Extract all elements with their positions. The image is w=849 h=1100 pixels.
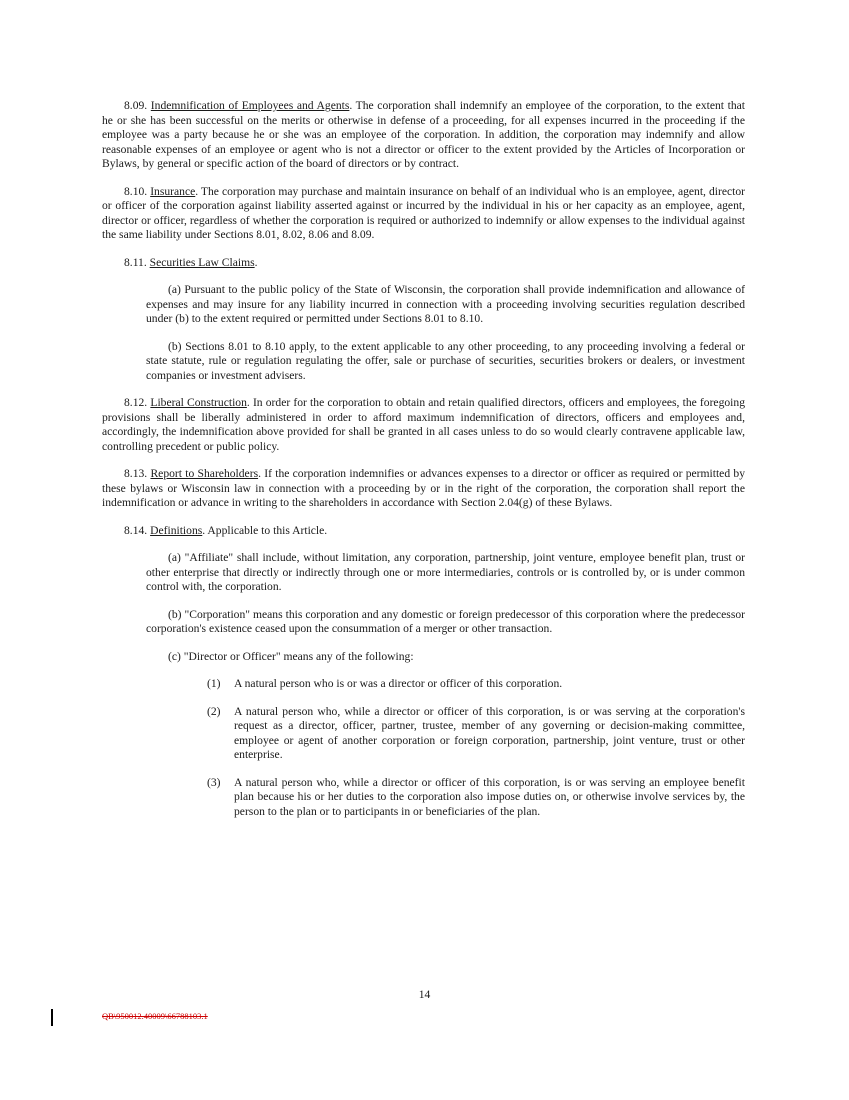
- section-number: 8.13.: [124, 467, 151, 480]
- section-number: 8.10.: [124, 184, 151, 198]
- section-8-14: [102, 524, 745, 539]
- section-heading: Securities Law Claims: [149, 255, 255, 269]
- section-text: . The corporation shall indemnify an employee of the corporation, to the extent that he or she has been successful on the merits or otherwise in defense of a proceeding, for all expenses incurred in the proceeding if the employee was a party because he or she was an employee of the corporation. In addition, the corporation may indemnify and allow reasonable expenses of an employee or agent who is not a director or officer to the extent provided by the Articles of Incorporation or Bylaws, by general or specific action of the board of directors or by contract.: [102, 99, 745, 170]
- document-body: [102, 99, 745, 832]
- list-item-text: A natural person who is or was a director or officer of this corporation.: [234, 677, 563, 690]
- section-heading: Indemnification of Employees and Agents: [150, 99, 350, 112]
- section-8-11: [102, 256, 745, 271]
- list-item: [207, 776, 745, 820]
- list-item-number: (3): [207, 775, 221, 789]
- list-item-number: (2): [207, 704, 221, 718]
- list-item-text: A natural person who, while a director or officer of this corporation, is or was serving an employee benefit plan because his or her duties to the corporation also impose duties on, or otherwise involve services by, the person to the plan or to participants in or beneficiaries of the plan.: [234, 775, 745, 818]
- section-8-09: [102, 99, 745, 172]
- section-8-12: [102, 396, 745, 454]
- section-8-11-b: (b) Sections 8.01 to 8.10 apply, to the extent applicable to any other proceeding, to any proceeding involving a federal or state statute, rule or regulation regulating the offer, sale or purchase of securities, securities brokers or dealers, or investment companies or investment advisers.: [146, 339, 745, 382]
- list-item: [207, 705, 745, 763]
- section-heading: Definitions: [150, 523, 203, 537]
- list-item: [207, 677, 745, 692]
- section-text: . In order for the corporation to obtain and retain qualified directors, officers and employees, the foregoing provisions shall be liberally administered in order to afford maximum indemnification of directors, officers and employees and, accordingly, the indemnification above provided for shall be granted in all cases unless to do so would clearly contravene applicable law, controlling precedent or public policy.: [102, 396, 745, 453]
- list-item-number: (1): [207, 677, 221, 690]
- section-heading: Insurance: [150, 184, 196, 198]
- section-text: . If the corporation indemnifies or advances expenses to a director or officer as required or permitted by these bylaws or Wisconsin law in connection with a proceeding by or in the right of the corporation, the corporation shall report the indemnification or advance in writing to the shareholders in accordance with Section 2.04(g) of these Bylaws.: [102, 467, 745, 509]
- section-number: 8.09.: [124, 99, 151, 112]
- section-heading: Liberal Construction: [150, 396, 247, 409]
- section-number: 8.14.: [124, 523, 151, 537]
- section-8-13: [102, 467, 745, 511]
- list-item-text: A natural person who, while a director or officer of this corporation, is or was serving at the corporation's request as a director, officer, partner, trustee, member of any governing or decision-making committee, employee or agent of another corporation or foreign corporation, partnership, joint venture, trust or other enterprise.: [234, 704, 745, 761]
- document-id: QB\950012.40009\66788103.1: [102, 1011, 208, 1021]
- section-8-14-c: (c) "Director or Officer" means any of the following:: [168, 649, 414, 663]
- section-8-14-a: (a) "Affiliate" shall include, without limitation, any corporation, partnership, joint venture, employee benefit plan, trust or other enterprise that directly or indirectly through one or more intermediaries, controls or is controlled by, or is under common control with, the corporation.: [146, 551, 745, 593]
- page-number: 14: [418, 988, 431, 1001]
- section-number: 8.11.: [124, 255, 150, 269]
- section-text: .: [254, 255, 258, 269]
- revision-bar: [51, 1009, 53, 1026]
- section-8-11-a: (a) Pursuant to the public policy of the State of Wisconsin, the corporation shall provide indemnification and allowance of expenses and may insure for any liability incurred in connection with a proceeding involving securities regulation described under (b) to the extent required or permitted under Sections 8.01 to 8.10.: [146, 283, 745, 325]
- section-number: 8.12.: [124, 396, 151, 409]
- section-8-10: [102, 185, 745, 243]
- section-8-14-b: (b) "Corporation" means this corporation and any domestic or foreign predecessor of this corporation where the predecessor corporation's existence ceased upon the consummation of a merger or other transaction.: [146, 607, 745, 635]
- section-heading: Report to Shareholders: [150, 467, 259, 480]
- section-text: . Applicable to this Article.: [202, 523, 328, 537]
- section-text: . The corporation may purchase and maintain insurance on behalf of an individual who is an employee, agent, director or officer of the corporation against liability asserted against or incurred by the individual in his or her capacity as an employee, agent, director or officer, regardless of whether the corporation is required or authorized to indemnify or allow expenses to the individual against the same liability under Sections 8.01, 8.02, 8.06 and 8.09.: [102, 184, 745, 241]
